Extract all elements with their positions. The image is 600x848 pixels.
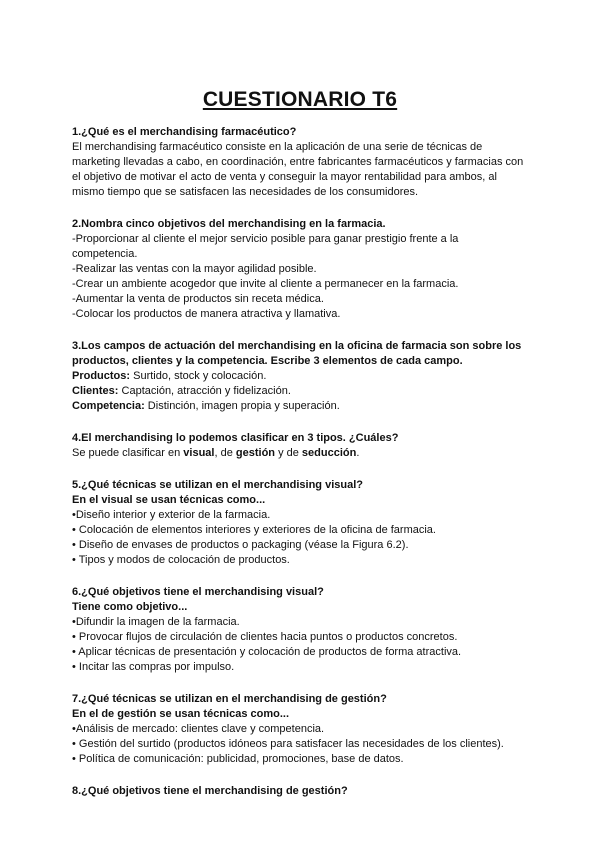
item-text: Surtido, stock y colocación. bbox=[130, 370, 267, 382]
answer-item-productos bbox=[72, 369, 537, 384]
answer-line: -Proporcionar al cliente el mejor servicio posible para ganar prestigio frente a la bbox=[72, 233, 459, 245]
answer-line: El merchandising farmacéutico consiste en la aplicación de una serie de técnicas de bbox=[72, 141, 483, 153]
bullet-item: • Provocar flujos de circulación de clientes hacia puntos o productos concretos. bbox=[72, 631, 458, 643]
answer-item-clientes bbox=[72, 384, 537, 399]
separator: y de bbox=[275, 447, 302, 459]
answer-line bbox=[72, 446, 537, 461]
question-2-section bbox=[72, 217, 537, 322]
question-5-section bbox=[72, 478, 537, 568]
bullet-item: • Aplicar técnicas de presentación y colocación de productos de forma atractiva. bbox=[72, 646, 462, 658]
bullet-item: • Tipos y modos de colocación de productos. bbox=[72, 554, 290, 566]
question-8-heading: 8.¿Qué objetivos tiene el merchandising de gestión? bbox=[72, 785, 348, 797]
item-text: Captación, atracción y fidelización. bbox=[118, 385, 291, 397]
answer-line: -Crear un ambiente acogedor que invite al cliente a permanecer en la farmacia. bbox=[72, 278, 459, 290]
item-text: Distinción, imagen propia y superación. bbox=[144, 400, 340, 412]
bullet-item: •Análisis de mercado: clientes clave y competencia. bbox=[72, 723, 325, 735]
question-3-section bbox=[72, 339, 537, 414]
answer-line: marketing llevadas a cabo, en coordinación, entre fabricantes farmacéuticos y farmacias con bbox=[72, 156, 524, 168]
bullet-item: • Colocación de elementos interiores y exteriores de la oficina de farmacia. bbox=[72, 524, 436, 536]
bullet-item: • Diseño de envases de productos o packaging (véase la Figura 6.2). bbox=[72, 539, 409, 551]
answer-line: el objetivo de motivar el acto de venta y conseguir la mayor rentabilidad para ambos, al bbox=[72, 171, 497, 183]
question-3-heading: 3.Los campos de actuación del merchandising en la oficina de farmacia son sobre los bbox=[72, 340, 522, 352]
item-label: Productos: bbox=[72, 370, 131, 382]
bullet-item: • Gestión del surtido (productos idóneos para satisfacer las necesidades de los clientes). bbox=[72, 738, 504, 750]
question-6-heading: 6.¿Qué objetivos tiene el merchandising visual? bbox=[72, 586, 324, 598]
document-title: CUESTIONARIO T6 bbox=[202, 88, 398, 111]
answer-line: -Aumentar la venta de productos sin receta médica. bbox=[72, 293, 324, 305]
bullet-item: •Difundir la imagen de la farmacia. bbox=[72, 616, 240, 628]
answer-prefix: Se puede clasificar en bbox=[72, 447, 184, 459]
question-6-section bbox=[72, 585, 537, 675]
answer-item-competencia bbox=[72, 399, 537, 414]
answer-line: competencia. bbox=[72, 248, 138, 260]
separator: , de bbox=[214, 447, 236, 459]
period: . bbox=[356, 447, 360, 459]
question-1-heading: 1.¿Qué es el merchandising farmacéutico? bbox=[72, 126, 297, 138]
question-4-section bbox=[72, 431, 537, 461]
bullet-item: • Política de comunicación: publicidad, promociones, base de datos. bbox=[72, 753, 404, 765]
type-seduccion: seducción bbox=[301, 447, 357, 459]
question-5-subheading: En el visual se usan técnicas como... bbox=[72, 494, 266, 506]
item-label: Competencia: bbox=[72, 400, 145, 412]
question-4-heading: 4.El merchandising lo podemos clasificar en 3 tipos. ¿Cuáles? bbox=[72, 432, 399, 444]
question-2-heading: 2.Nombra cinco objetivos del merchandising en la farmacia. bbox=[72, 218, 386, 230]
bullet-item: • Incitar las compras por impulso. bbox=[72, 661, 235, 673]
question-7-subheading: En el de gestión se usan técnicas como... bbox=[72, 708, 290, 720]
answer-line: -Realizar las ventas con la mayor agilidad posible. bbox=[72, 263, 317, 275]
question-7-section bbox=[72, 692, 537, 767]
question-6-subheading: Tiene como objetivo... bbox=[72, 601, 188, 613]
answer-line: -Colocar los productos de manera atractiva y llamativa. bbox=[72, 308, 341, 320]
question-3-heading-cont: productos, clientes y la competencia. Escribe 3 elementos de cada campo. bbox=[72, 355, 463, 367]
bullet-item: •Diseño interior y exterior de la farmacia. bbox=[72, 509, 271, 521]
type-visual: visual bbox=[183, 447, 215, 459]
type-gestion: gestión bbox=[235, 447, 276, 459]
question-7-heading: 7.¿Qué técnicas se utilizan en el merchandising de gestión? bbox=[72, 693, 387, 705]
item-label: Clientes: bbox=[72, 385, 119, 397]
question-5-heading: 5.¿Qué técnicas se utilizan en el merchandising visual? bbox=[72, 479, 363, 491]
question-8-section bbox=[72, 784, 537, 799]
question-1-section bbox=[72, 125, 537, 200]
document-body bbox=[72, 125, 537, 816]
answer-line: mismo tiempo que se satisfacen las necesidades de los consumidores. bbox=[72, 186, 419, 198]
